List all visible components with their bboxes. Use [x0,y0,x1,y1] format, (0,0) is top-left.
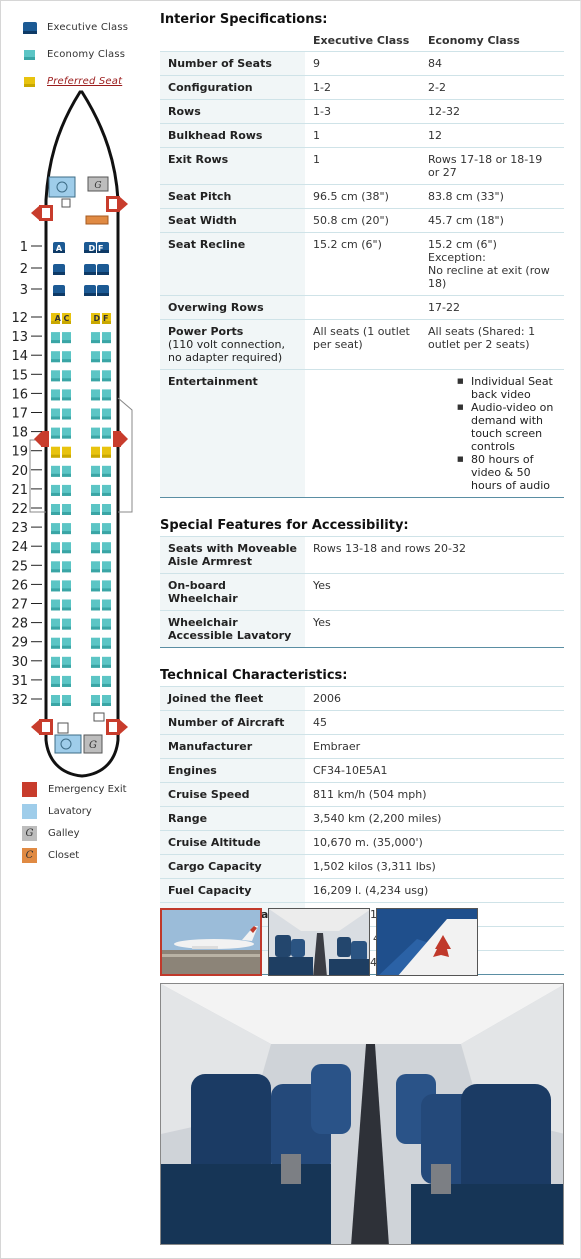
economy-seat-base [62,550,71,553]
economy-seat-base [62,665,71,668]
photo-gallery-thumbnails [160,908,564,976]
row-number: 19 [11,444,28,460]
economy-seat-base [62,627,71,630]
legend-exit-label: Emergency Exit [48,783,127,795]
economy-seat-base [102,474,111,477]
row-value: Embraer [313,740,361,753]
row-number: 22 [11,502,28,517]
table-row [160,124,564,148]
economy-value [420,296,564,320]
row-label: Range [160,807,305,831]
economy-seat-base [62,340,71,343]
exit-overwing-right-icon [113,431,128,447]
economy-seat-base [91,417,100,420]
economy-value-text: 12 [428,129,442,142]
economy-value [420,100,564,124]
economy-value [420,52,564,76]
economy-seat-base [91,588,100,591]
closet-legend-icon: C [22,848,37,863]
economy-seat-base [51,417,60,420]
table-row [160,783,564,807]
executive-value: 15.2 cm (6") [313,238,382,251]
table-row [160,735,564,759]
economy-seat-base [102,417,111,420]
legend-closet [22,844,127,866]
economy-value [420,148,564,185]
cabin-photo-image [161,984,564,1245]
legend-galley [22,822,127,844]
legend-economy-label: Economy Class [47,49,126,60]
cabin-interior-image [269,909,370,976]
exit-overwing-left-icon [34,431,49,447]
economy-seat-base [51,474,60,477]
table-row [160,537,564,574]
rear-galley-glyph: G [89,740,97,751]
aircraft-tail-image [377,909,478,976]
legend-emergency-exit [22,778,127,800]
economy-seat-base [102,531,111,534]
economy-seat-base [51,436,60,439]
power-ports-note: (110 volt connection, no adapter required) [168,338,285,364]
economy-seat-base [102,397,111,400]
row-value: Rows 13-18 and rows 20-32 [313,542,466,555]
economy-seat-base [102,493,111,496]
thumbnail-cabin[interactable] [268,908,370,976]
row-label: Seats with Moveable Aisle Armrest [160,537,305,574]
economy-seat-base [51,340,60,343]
row-label: Seat Recline [160,233,305,296]
economy-seat-base [91,474,100,477]
economy-seat-base [62,455,71,458]
row-value: (118' [358,908,388,921]
economy-seat-base [51,397,60,400]
table-row [160,611,564,648]
row-label: Manufacturer [160,735,305,759]
row-label: Overwing Rows [160,296,305,320]
economy-seat-base [51,550,60,553]
economy-seat-base [91,569,100,572]
table-row [160,76,564,100]
economy-seat-base [91,512,100,515]
economy-seat-base [62,417,71,420]
economy-value [420,76,564,100]
exit-front-left-icon [31,205,53,221]
table-row [160,855,564,879]
row-label: Number of Aircraft [160,711,305,735]
legend-closet-label: Closet [48,849,80,861]
economy-seat-base [102,665,111,668]
galley-legend-icon: G [22,826,37,841]
economy-seat-base [102,569,111,572]
seat-letter: D F [93,314,109,323]
economy-seat-base [91,703,100,706]
economy-seat-base [62,646,71,649]
row-number: 27 [11,597,28,613]
economy-seat-base [91,378,100,381]
economy-seat-base [51,588,60,591]
economy-seat-base [62,378,71,381]
economy-note: No recline at exit (row 18) [428,264,550,290]
executive-value: 96.5 cm (38") [313,190,389,203]
economy-seat-base [62,569,71,572]
economy-seat-base [62,684,71,687]
economy-seat-base [51,378,60,381]
technical-title: Technical Characteristics: [160,668,348,683]
row-number: 21 [11,482,28,498]
economy-value-text: 83.8 cm (33") [428,190,504,203]
executive-value: 1-3 [313,105,331,118]
rear-lavatory [55,735,81,753]
table-row [160,148,564,185]
row-number: 15 [11,368,28,384]
front-closet [86,216,108,224]
seat-letter: D F [88,244,104,253]
row-number: 32 [11,693,28,708]
economy-value-text: 84 [428,57,442,70]
list-item: ■ 80 hours of video & 50 hours of audio [455,453,556,492]
economy-seat-base [51,646,60,649]
thumbnail-tail[interactable] [376,908,478,976]
row-label: Bulkhead Rows [160,124,305,148]
rear-jumpseat-right [94,713,104,721]
jumpseat-icon [62,199,70,207]
preferred-seat-link[interactable]: Preferred Seat [47,76,123,87]
accessibility-table [160,536,564,648]
row-number: 25 [11,559,28,575]
interior-specs-title: Interior Specifications: [160,12,328,27]
row-value: (34' [358,956,381,969]
list-item: ■ Individual Seat back video [455,375,556,401]
row-number: 12 [11,311,28,326]
executive-seat-base [53,293,65,296]
economy-seat-base [62,474,71,477]
economy-seat-base [51,493,60,496]
table-row [160,711,564,735]
row-number: 3 [19,283,28,298]
economy-seat-base [91,359,100,362]
exit-front-right-icon [106,196,128,212]
economy-seat-base [91,627,100,630]
row-number: 2 [19,262,28,277]
row-value: Yes [313,616,331,629]
economy-value-text: 17-22 [428,301,460,314]
row-number: 28 [11,616,28,632]
economy-seat-base [51,703,60,706]
economy-seat-base [91,608,100,611]
economy-seat-base [102,588,111,591]
row-number: 1 [19,240,28,255]
cabin-photo [160,983,564,1245]
economy-seat-base [102,455,111,458]
economy-seat-base [62,588,71,591]
economy-seat-base [102,703,111,706]
emergency-exit-icon [22,782,37,797]
executive-seat-base [84,293,96,296]
economy-value-text: 15.2 cm (6") [428,238,497,251]
table-row [160,320,564,370]
economy-value-text: 45.7 cm (18") [428,214,504,227]
lavatory-legend-icon [22,804,37,819]
entertainment-list [455,375,556,492]
economy-seat-base [51,359,60,362]
power-ports-econ: All seats (Shared: 1 outlet per 2 seats) [428,325,536,351]
table-row [160,879,564,903]
economy-seat-base [102,646,111,649]
economy-seat-base [91,397,100,400]
economy-seat-base [102,550,111,553]
economy-seat-base [91,340,100,343]
exit-rear-left-icon [31,719,53,735]
economy-seat-base [62,531,71,534]
wing-outline-right [118,398,132,512]
executive-seat-base [53,272,65,275]
list-item: ■ Audio-video on demand with touch screen controls [455,401,556,453]
row-number: 23 [11,521,28,537]
economy-seat-base [51,569,60,572]
row-label: Fuel Capacity [160,879,305,903]
table-row [160,233,564,296]
row-label: Rows [160,100,305,124]
economy-seat-base [51,455,60,458]
legend-lavatory [22,800,127,822]
table-row [160,209,564,233]
row-label: Configuration [160,76,305,100]
economy-seat-base [62,608,71,611]
thumbnail-exterior[interactable] [160,908,262,976]
row-label: Cruise Speed [160,783,305,807]
table-row [160,807,564,831]
economy-seat-base [91,646,100,649]
aircraft-exterior-image [162,910,262,976]
economy-seat-base [102,378,111,381]
economy-seat-base [51,684,60,687]
economy-seat-base [91,455,100,458]
row-value: 2006 [313,692,341,705]
economy-value [420,124,564,148]
row-label: Engines [160,759,305,783]
economy-note: Exception: [428,251,486,264]
economy-seat-base [102,359,111,362]
economy-seat-base [51,531,60,534]
row-label: Wheelchair Accessible Lavatory [160,611,305,648]
economy-seat-base [51,608,60,611]
exit-rear-right-icon [106,719,128,735]
row-label: Cruise Altitude [160,831,305,855]
economy-seat-base [91,436,100,439]
row-number: 24 [11,540,28,556]
column-economy: Economy Class [428,34,520,47]
table-row [160,370,564,498]
economy-seat-base [51,512,60,515]
row-number: 30 [11,654,28,670]
row-number: 26 [11,578,28,594]
seat-letter: A C [54,314,70,323]
executive-value: 9 [313,57,320,70]
rear-jumpseat-left [58,723,68,733]
economy-value-text: Rows 17-18 or 18-19 or 27 [428,153,543,179]
seat-map-panel [0,0,150,1259]
accessibility-title: Special Features for Accessibility: [160,518,409,533]
legend-galley-label: Galley [48,827,80,839]
row-number: 13 [11,330,28,346]
row-label: Seat Pitch [160,185,305,209]
executive-value [305,296,420,320]
economy-seat-base [91,550,100,553]
row-value: 811 km/h (504 mph) [313,788,427,801]
galley-glyph: G [94,181,102,191]
legend-lavatory-label: Lavatory [48,805,92,817]
economy-seat-base [102,627,111,630]
seat-letter: A [55,244,63,253]
row-value: CF34-10E5A1 [313,764,388,777]
row-number: 29 [11,635,28,651]
economy-seat-base [102,684,111,687]
economy-seat-base [91,493,100,496]
table-row [160,574,564,611]
row-value: 1,502 kilos (3,311 lbs) [313,860,436,873]
interior-header-row [160,30,564,52]
economy-seat-base [91,684,100,687]
executive-value: 1 [313,129,320,142]
economy-seat-base [102,340,111,343]
table-row [160,100,564,124]
row-number: 18 [11,425,28,441]
executive-value: 1-2 [313,81,331,94]
economy-seat-base [62,703,71,706]
legend-executive-label: Executive Class [47,22,129,33]
economy-seat-base [102,512,111,515]
interior-rows [160,52,564,320]
table-row [160,185,564,209]
economy-seat-base [62,512,71,515]
row-number: 14 [11,349,28,365]
economy-seat-base [62,359,71,362]
row-number: 17 [11,406,28,422]
executive-value: 50.8 cm (20") [313,214,389,227]
front-lavatory [49,177,75,197]
row-value: 10,670 m. (35,000') [313,836,423,849]
row-label: On-board Wheelchair [160,574,305,611]
row-label: Seat Width [160,209,305,233]
aircraft-seat-diagram [0,0,150,780]
economy-seat-base [62,436,71,439]
table-row [160,296,564,320]
economy-seat-base [91,665,100,668]
row-value: 45 [313,716,327,729]
executive-value: 1 [313,153,320,166]
executive-seat-base [97,272,109,275]
row-number: 16 [11,387,28,403]
row-number: 31 [11,673,28,689]
economy-seat-base [91,531,100,534]
economy-seat-base [102,608,111,611]
row-value: 3,540 km (2,200 miles) [313,812,442,825]
row-number: 20 [11,463,28,479]
specifications-panel [160,0,564,975]
table-row [160,52,564,76]
row-label: Joined the fleet [160,687,305,711]
power-ports-exec: All seats (1 outlet per seat) [313,325,410,351]
table-row [160,831,564,855]
facility-legend [22,778,127,866]
economy-seat-base [102,436,111,439]
row-label: Cargo Capacity [160,855,305,879]
executive-seat-base [97,293,109,296]
economy-seat-base [51,627,60,630]
economy-value-text: 12-32 [428,105,460,118]
row-label: Exit Rows [160,148,305,185]
table-row [160,759,564,783]
economy-value [420,185,564,209]
economy-value-text: 2-2 [428,81,446,94]
economy-value [420,209,564,233]
row-value: Yes [313,579,331,592]
interior-specs-table [160,30,564,498]
economy-value [420,233,564,296]
economy-seat-base [51,665,60,668]
economy-seat-base [62,493,71,496]
executive-seat-base [84,272,96,275]
economy-seat-base [62,397,71,400]
power-ports-label: Power Ports [168,325,244,338]
row-label: Number of Seats [160,52,305,76]
row-value: 16,209 l. (4,234 usg) [313,884,429,897]
column-executive: Executive Class [313,34,410,47]
table-row [160,687,564,711]
entertainment-label: Entertainment [160,370,305,498]
